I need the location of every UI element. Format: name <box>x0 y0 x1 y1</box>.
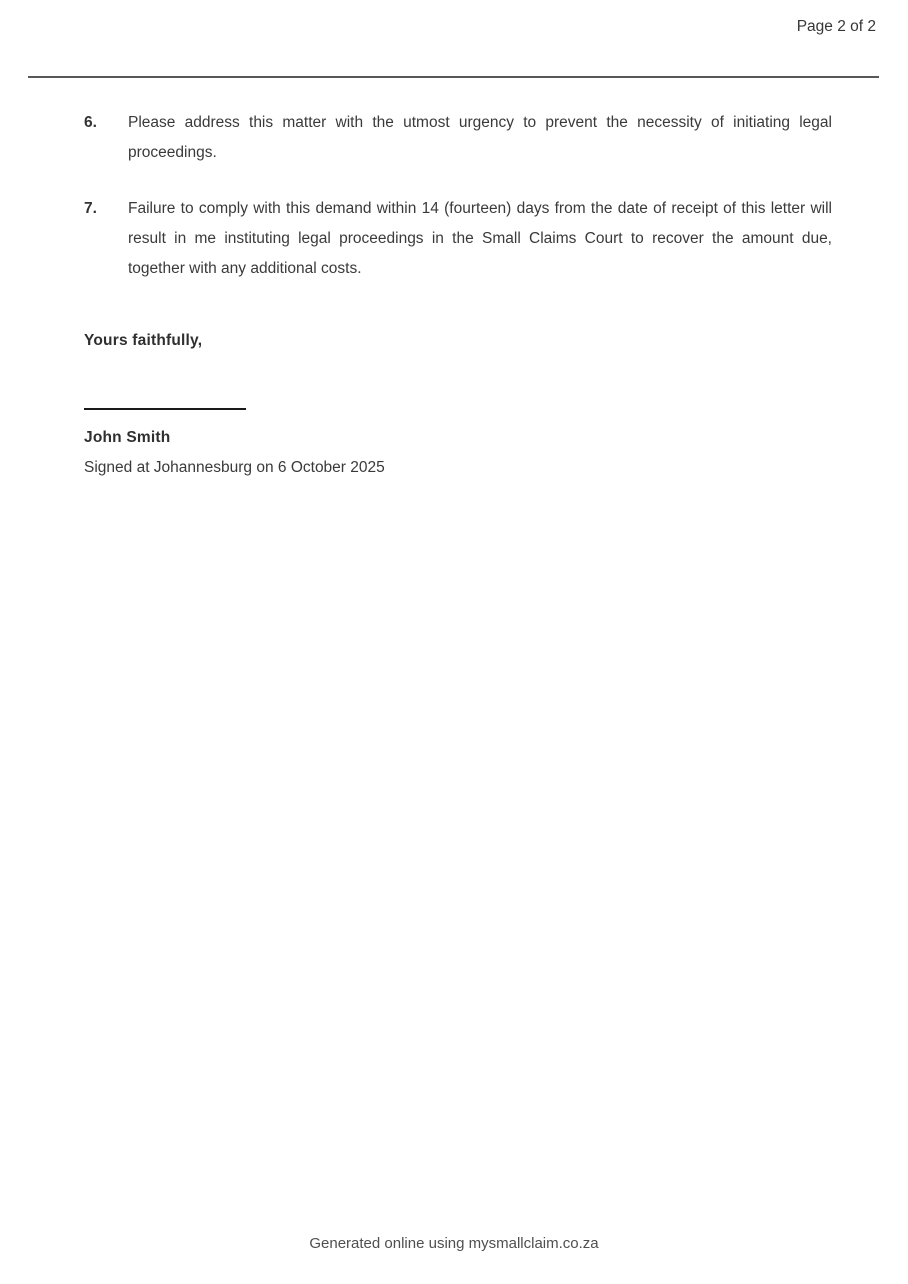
signatory-name: John Smith <box>84 429 171 446</box>
letter-body <box>84 108 832 483</box>
page-header <box>28 16 876 37</box>
list-item-text: Failure to comply with this demand within 14 (fourteen) days from the date of receipt of this letter will result in me instituting legal proceedings in the Small Claims Court to recover the amount due, together with any additional costs. <box>128 200 832 277</box>
list-item-number: 7. <box>84 200 97 217</box>
header-divider <box>28 76 879 78</box>
list-item <box>84 194 832 284</box>
list-item-number: 6. <box>84 114 97 131</box>
list-item <box>84 108 832 168</box>
signature-line <box>84 408 246 410</box>
list-item-text: Please address this matter with the utmost urgency to prevent the necessity of initiating legal proceedings. <box>128 114 832 161</box>
closing-salutation: Yours faithfully, <box>84 332 203 349</box>
page-number-label: Page 2 of 2 <box>796 18 876 35</box>
footer-generated-text: Generated online using mysmallclaim.co.za <box>309 1235 599 1252</box>
page-footer <box>0 1235 908 1252</box>
signed-at-line: Signed at Johannesburg on 6 October 2025 <box>84 459 385 476</box>
